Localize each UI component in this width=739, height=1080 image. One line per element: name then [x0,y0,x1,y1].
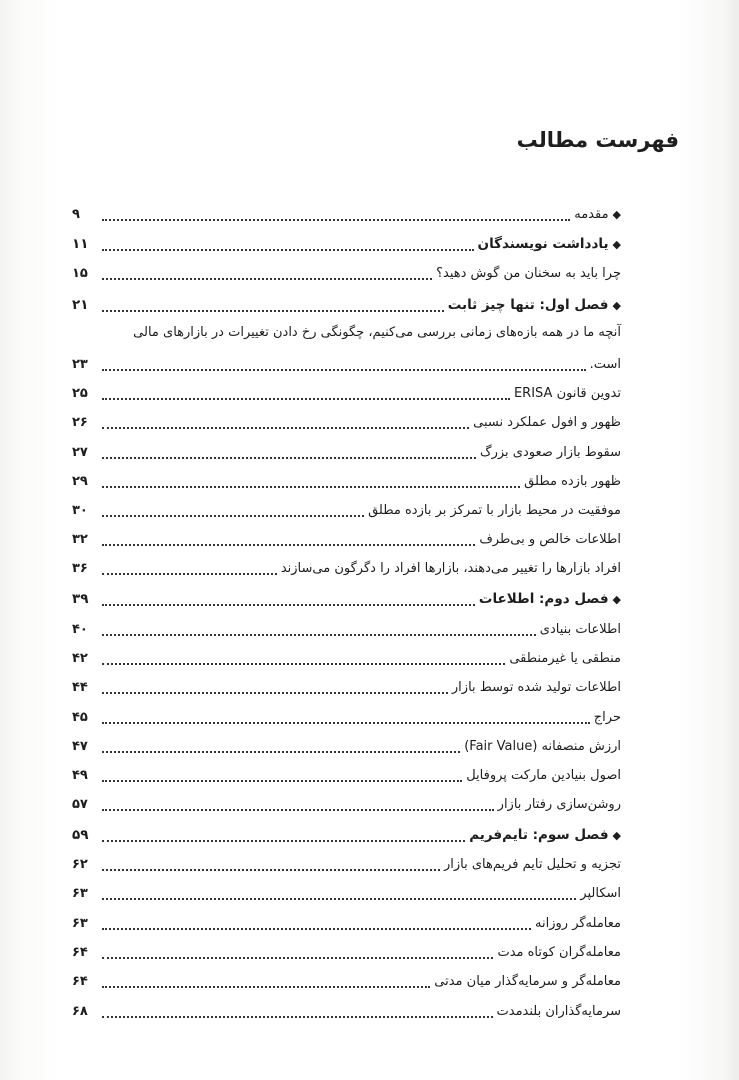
toc-entry-label: یادداشت نویسندگان [477,236,609,252]
leader-dots [102,778,462,782]
leader-dots [102,513,364,517]
diamond-bullet-icon: ◆ [612,592,621,606]
leader-dots [102,1014,493,1018]
diamond-bullet-icon: ◆ [612,207,621,221]
toc-entry [72,852,621,876]
toc-entry-page: ۶۲ [72,856,88,872]
toc-entry-page: ۹ [72,206,80,222]
diamond-bullet-icon: ◆ [612,828,621,842]
toc-entry-label: منطقی یا غیرمنطقی [509,650,621,666]
toc-entry-page: ۲۵ [72,385,88,401]
toc-entry [72,352,621,376]
toc-entry [72,440,621,464]
toc-entry [72,469,621,493]
toc-entry-label: تجزیه و تحلیل تایم فریم‌های بازار [443,856,621,872]
toc-entry-label: افراد بازارها را تغییر می‌دهند، بازارها افراد را دگرگون می‌سازند [280,560,621,576]
toc-entry-page: ۵۹ [72,827,89,843]
toc-entry-label: اطلاعات تولید شده توسط بازار [451,679,621,695]
toc-entry [72,969,621,993]
toc-entry-page: ۳۰ [72,502,88,518]
toc-entry-page: ۴۴ [72,679,88,695]
toc-entry [72,940,621,964]
toc-entry [72,527,621,551]
toc-entry-page: ۴۰ [72,621,88,637]
toc-entry-page: ۳۹ [72,591,89,607]
leader-dots [102,484,520,488]
toc-entry-label: معامله‌گران کوتاه مدت [497,944,621,960]
toc-entry-page: ۲۱ [72,297,89,313]
toc-entry-label-line1: آنچه ما در همه بازه‌های زمانی بررسی می‌کنیم، چگونگی رخ دادن تغییرات در بازارهای مالی [133,325,621,340]
toc-entry-label: سرمایه‌گذاران بلندمدت [496,1003,621,1019]
leader-dots [102,926,531,930]
leader-dots [102,542,475,546]
toc-entry [72,556,621,580]
toc-entry-page: ۴۹ [72,767,88,783]
toc-entry [72,999,621,1023]
diamond-bullet-icon: ◆ [612,298,621,312]
toc-entry-label: فصل دوم: اطلاعات [478,591,609,607]
toc-entry-label: مقدمه [574,206,609,222]
toc-entry [72,381,621,405]
leader-dots [102,690,448,694]
diamond-bullet-icon: ◆ [612,237,621,251]
toc-entry-page: ۶۴ [72,944,88,960]
toc-entry [72,763,621,787]
toc-entry [72,498,621,522]
toc-entry-chapter-2 [72,587,621,611]
toc-entry-page: ۲۹ [72,473,88,489]
leader-dots [102,571,277,575]
leader-dots [102,720,590,724]
toc-entry-page: ۶۴ [72,973,88,989]
toc-entry-page: ۶۳ [72,885,88,901]
toc-entry-page: ۵۷ [72,796,88,812]
toc-entry-label: موفقیت در محیط بازار با تمرکز بر بازده مطلق [368,502,621,518]
toc-entry-page: ۳۶ [72,560,88,576]
toc-entry-label: ارزش منصفانه (Fair Value) [464,738,621,754]
toc-entry [72,646,621,670]
toc-entry-page: ۲۷ [72,444,88,460]
toc-entry-label: فصل سوم: تایم‌فریم [469,827,609,843]
toc-entry [72,705,621,729]
leader-dots [102,661,505,665]
leader-dots [102,955,493,959]
toc-entry-label: اطلاعات بنیادی [539,621,621,637]
toc-entry-label: روشن‌سازی رفتار بازار [497,796,621,812]
toc-entry [72,675,621,699]
toc-entry-label: اطلاعات خالص و بی‌طرف [479,531,621,547]
toc-entry-page: ۴۷ [72,738,88,754]
leader-dots [102,425,469,429]
leader-dots [102,749,460,753]
leader-dots [102,217,570,221]
leader-dots [102,308,444,312]
leader-dots [102,807,494,811]
leader-dots [102,984,430,988]
toc-entry-chapter-3 [72,823,621,847]
toc-entry [72,911,621,935]
leader-dots [102,896,576,900]
toc-entry-authors-note [72,232,621,256]
leader-dots [102,247,474,251]
page-title: فهرست مطالب [516,128,679,152]
toc-entry-page: ۲۳ [72,356,88,372]
toc-entry-label: ظهور و افول عملکرد نسبی [473,414,621,430]
leader-dots [102,367,586,371]
toc-entry-label: تدوین قانون ERISA [513,385,621,401]
leader-dots [102,396,510,400]
toc-entry-page: ۱۱ [72,236,89,252]
toc-entry-page: ۶۳ [72,915,88,931]
toc-entry-label: چرا باید به سخنان من گوش دهید؟ [436,265,621,281]
leader-dots [102,276,432,280]
toc-entry-page: ۴۲ [72,650,88,666]
toc-entry-label: اسکالپر [580,885,621,901]
toc-entry-label: سقوط بازار صعودی بزرگ [479,444,621,460]
leader-dots [102,632,536,636]
toc-entry-label: ظهور بازده مطلق [524,473,621,489]
toc-entry [72,617,621,641]
toc-entry-page: ۱۵ [72,265,88,281]
toc-entry-label-line2: است. [589,356,621,372]
toc-entry [72,881,621,905]
toc-entry-page: ۴۵ [72,709,88,725]
leader-dots [102,867,440,871]
toc-entry-label: معامله‌گر و سرمایه‌گذار میان مدتی [434,973,621,989]
toc-entry-page: ۳۲ [72,531,88,547]
leader-dots [102,602,475,606]
toc-entry-label: اصول بنیادین مارکت پروفایل [466,767,621,783]
toc-entry-page: ۶۸ [72,1003,88,1019]
leader-dots [102,838,465,842]
toc-entry-intro [72,202,621,226]
toc-entry-page: ۲۶ [72,414,88,430]
toc-entry [72,792,621,816]
toc-entry-label: حراج [593,709,621,725]
toc-entry [72,261,621,285]
leader-dots [102,455,476,459]
toc-entry [72,734,621,758]
toc-entry [72,410,621,434]
toc-entry-label: معامله‌گر روزانه [535,915,621,931]
toc-entry-label: فصل اول: تنها چیز ثابت [447,297,609,313]
toc-entry-chapter-1 [72,293,621,317]
